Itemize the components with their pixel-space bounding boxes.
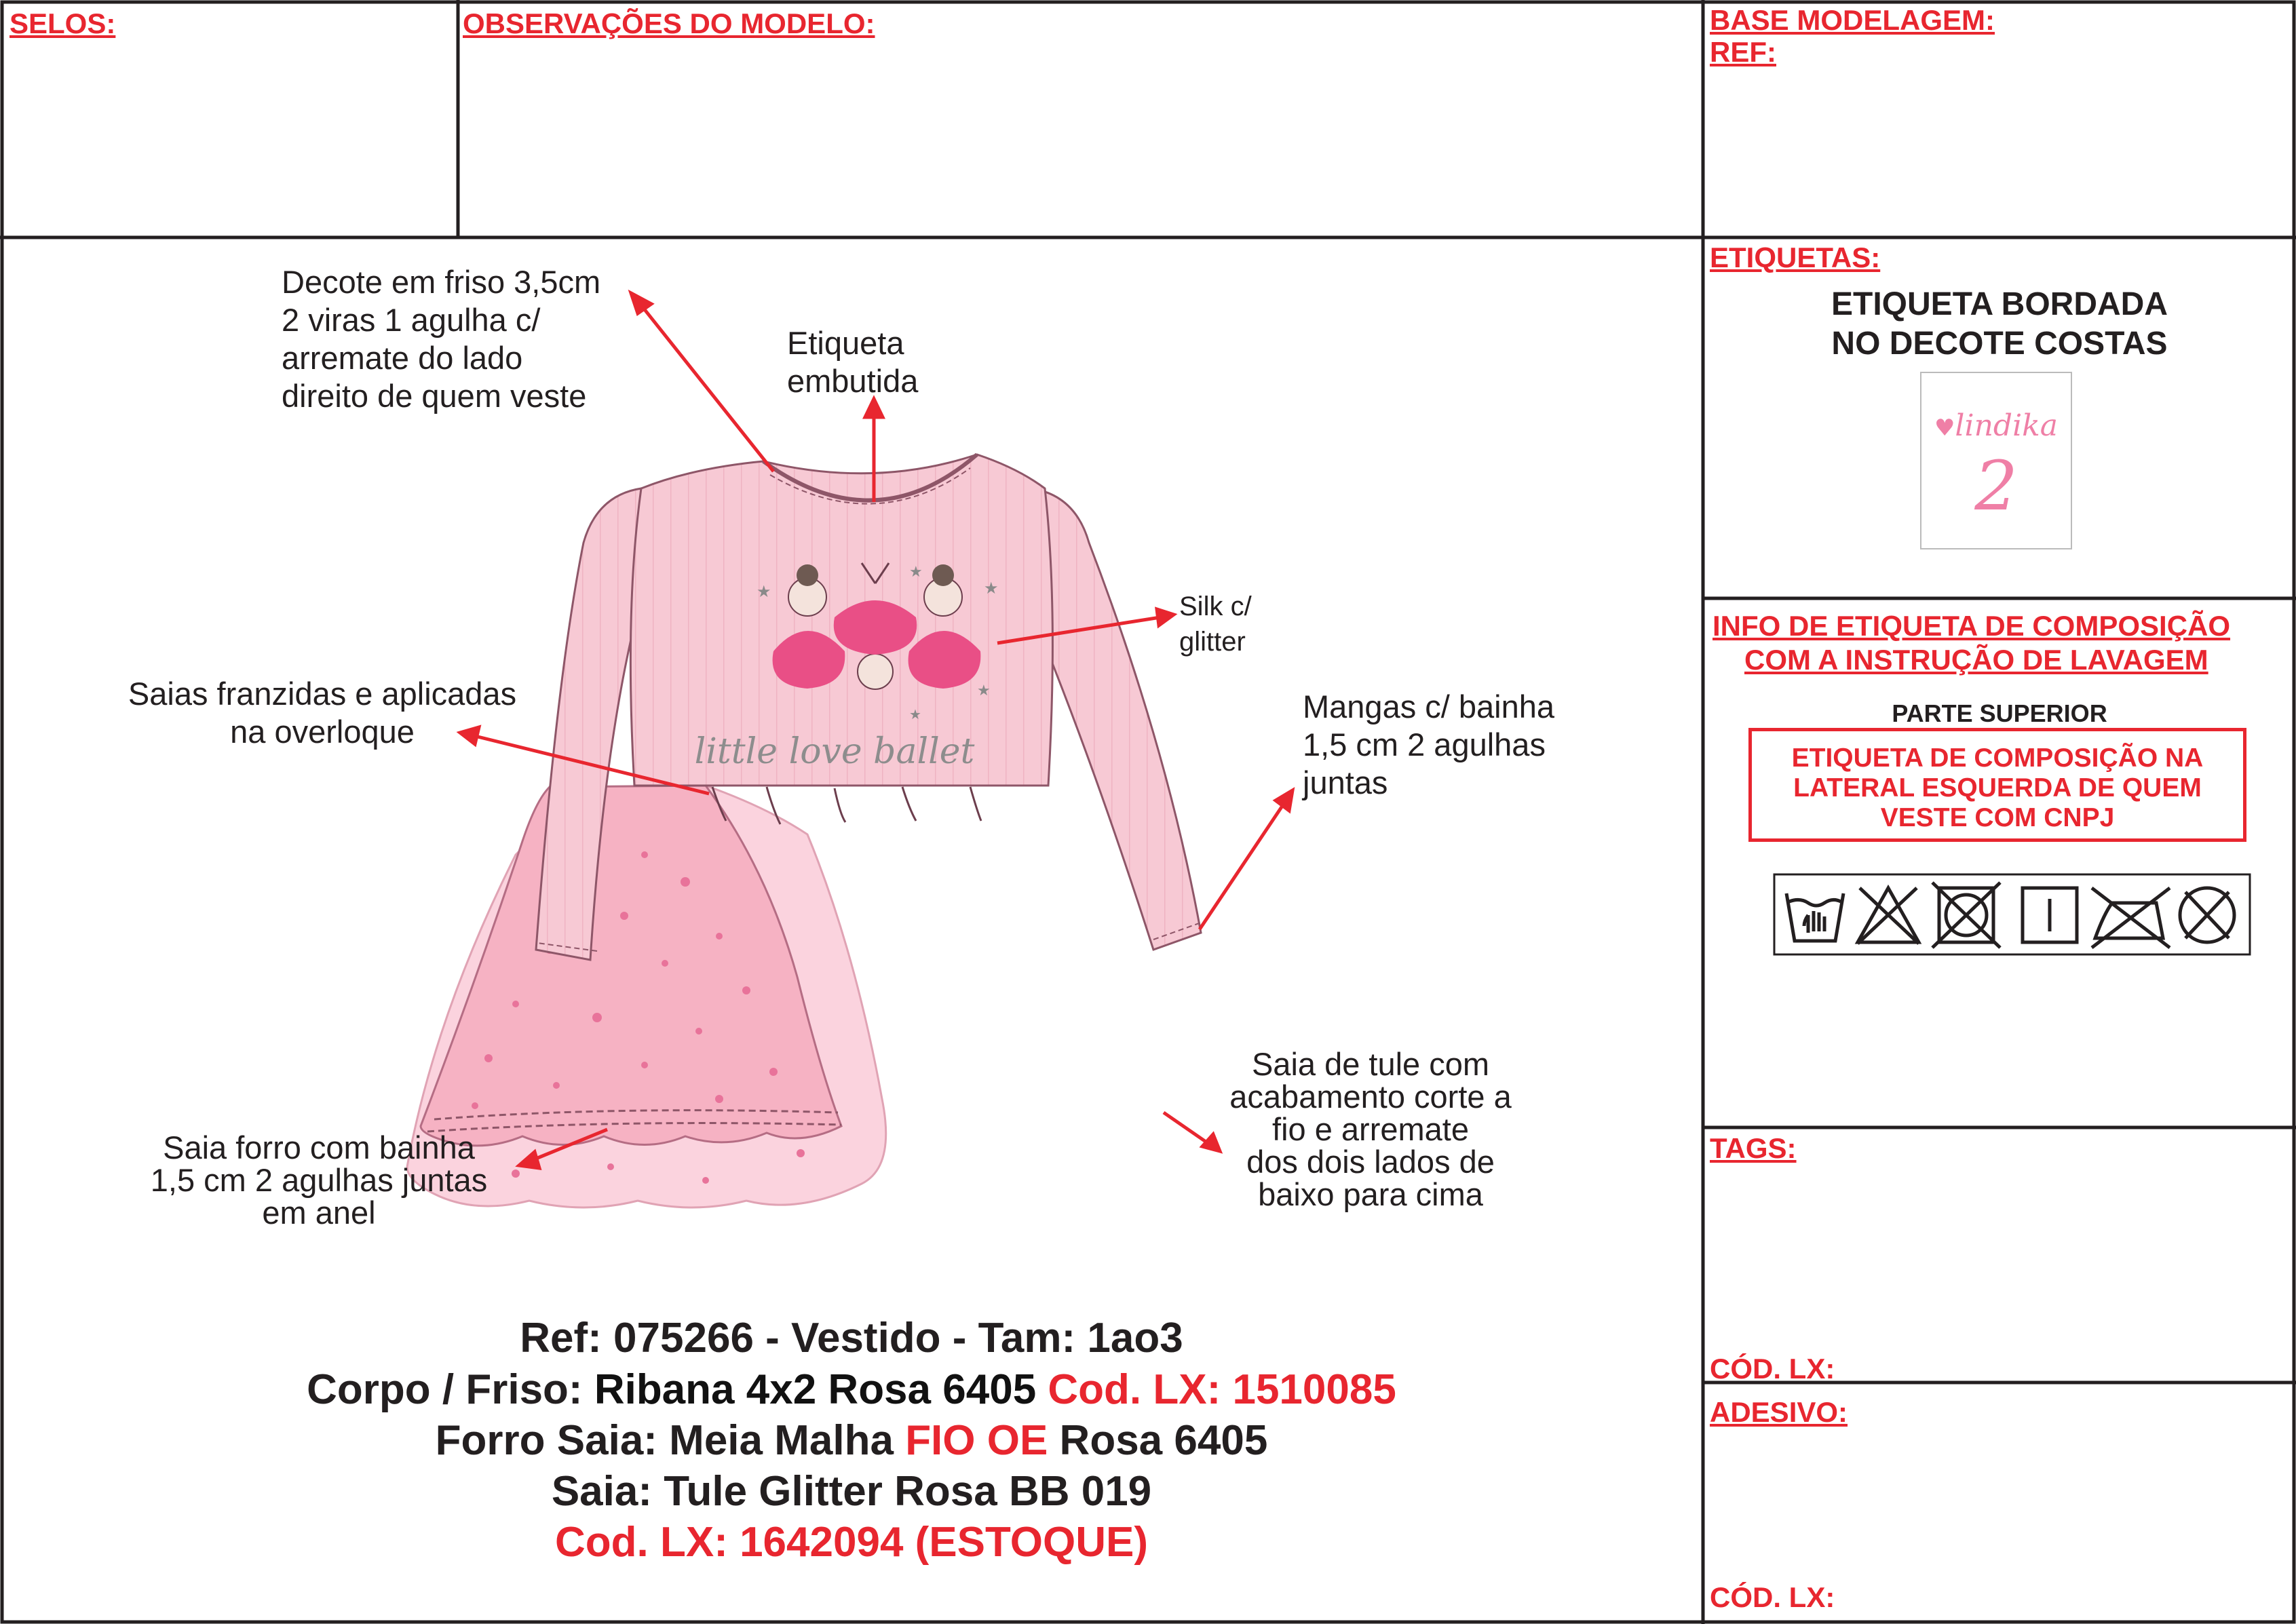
etiquetas-header: ETIQUETAS: <box>1710 241 1881 273</box>
spec-forro-label: Forro Saia: Meia Malha <box>435 1417 906 1464</box>
saia-forro-note-line: em anel <box>262 1195 376 1231</box>
spec-corpo-line <box>0 1365 1703 1415</box>
etiqueta-note-line: Etiqueta <box>787 325 904 361</box>
heart-icon: ♥ <box>1934 414 1955 442</box>
cod-lx-label-2: CÓD. LX: <box>1710 1581 1835 1613</box>
saias-note <box>115 675 529 751</box>
silk-note <box>1179 589 1252 659</box>
saia-tule-arrow <box>1164 1113 1208 1143</box>
mangas-note-line: 1,5 cm 2 agulhas <box>1303 727 1546 762</box>
spec-corpo-code: Cod. LX: 1510085 <box>1048 1366 1396 1413</box>
decote-note-line: arremate do lado <box>282 340 523 376</box>
print-text: little love ballet <box>694 731 975 772</box>
spec-saia-line: Saia: Tule Glitter Rosa BB 019 <box>551 1468 1152 1515</box>
mangas-arrow <box>1200 804 1284 929</box>
saia-tule-note-line: baixo para cima <box>1258 1176 1483 1212</box>
base-modelagem-header: BASE MODELAGEM: <box>1710 4 1995 36</box>
svg-text:★: ★ <box>977 682 991 699</box>
spec-corpo-label: Corpo / Friso: <box>307 1366 594 1413</box>
etiqueta-text-line2: NO DECOTE COSTAS <box>1831 326 2168 362</box>
saias-note-line: Saias franzidas e aplicadas <box>128 676 517 712</box>
decote-note <box>282 263 600 415</box>
saia-forro-note <box>122 1129 516 1231</box>
brand-logo-text: lindika <box>1955 408 2059 443</box>
info-header-line2: COM A INSTRUÇÃO DE LAVAGEM <box>1744 644 2208 676</box>
svg-text:★: ★ <box>909 564 923 581</box>
saia-tule-note-line: acabamento corte a <box>1229 1079 1512 1115</box>
tags-header: TAGS: <box>1710 1132 1797 1164</box>
saia-forro-note-line: 1,5 cm 2 agulhas juntas <box>150 1162 488 1198</box>
etiqueta-note <box>787 324 918 400</box>
spec-forro-yarn: FIO OE <box>905 1417 1048 1464</box>
mangas-note-line: juntas <box>1303 765 1388 800</box>
decote-note-line: 2 viras 1 agulha c/ <box>282 302 541 338</box>
saia-tule-note-line: fio e arremate <box>1272 1111 1469 1147</box>
svg-text:★: ★ <box>984 579 999 598</box>
etiqueta-text-line1: ETIQUETA BORDADA <box>1831 286 2168 322</box>
composicao-line2: LATERAL ESQUERDA DE QUEM <box>1793 773 2202 803</box>
mangas-note-line: Mangas c/ bainha <box>1303 689 1555 724</box>
silk-note-line: glitter <box>1179 627 1246 657</box>
spec-forro-color: Rosa 6405 <box>1048 1417 1268 1464</box>
silk-note-line: Silk c/ <box>1179 592 1252 621</box>
spec-corpo-material: Ribana 4x2 Rosa 6405 <box>594 1366 1048 1413</box>
parte-superior-label: PARTE SUPERIOR <box>1892 699 2107 727</box>
saia-forro-note-line: Saia forro com bainha <box>163 1129 475 1165</box>
woven-label <box>1920 372 2072 549</box>
decote-arrow <box>641 305 773 471</box>
selos-header: SELOS: <box>9 7 116 39</box>
spec-forro-line <box>0 1416 1703 1466</box>
info-header-line1: INFO DE ETIQUETA DE COMPOSIÇÃO <box>1713 610 2231 642</box>
right-sleeve <box>1031 488 1201 950</box>
adesivo-header: ADESIVO: <box>1710 1396 1848 1428</box>
composicao-line1: ETIQUETA DE COMPOSIÇÃO NA <box>1791 743 2204 773</box>
spec-cod-line: Cod. LX: 1642094 (ESTOQUE) <box>555 1519 1148 1566</box>
etiqueta-note-line: embutida <box>787 363 919 399</box>
observacoes-header: OBSERVAÇÕES DO MODELO: <box>463 7 875 39</box>
composicao-line3: VESTE COM CNPJ <box>1880 803 2115 832</box>
composicao-box <box>1748 728 2246 842</box>
saia-tule-note-line: Saia de tule com <box>1251 1046 1490 1082</box>
saia-tule-note <box>1214 1048 1527 1211</box>
size-number: 2 <box>1974 446 2018 526</box>
saias-note-line: na overloque <box>230 714 415 750</box>
cod-lx-label-1: CÓD. LX: <box>1710 1353 1835 1385</box>
decote-note-line: Decote em friso 3,5cm <box>282 264 601 300</box>
ref-header: REF: <box>1710 36 1776 68</box>
care-symbols <box>1773 873 2251 956</box>
decote-note-line: direito de quem veste <box>282 378 587 414</box>
saia-tule-note-line: dos dois lados de <box>1246 1144 1495 1180</box>
svg-text:★: ★ <box>909 706 921 722</box>
spec-ref-line: Ref: 075266 - Vestido - Tam: 1ao3 <box>520 1315 1183 1361</box>
svg-text:★: ★ <box>757 582 771 601</box>
mangas-note <box>1303 688 1554 802</box>
brand-logo <box>1921 408 2071 443</box>
